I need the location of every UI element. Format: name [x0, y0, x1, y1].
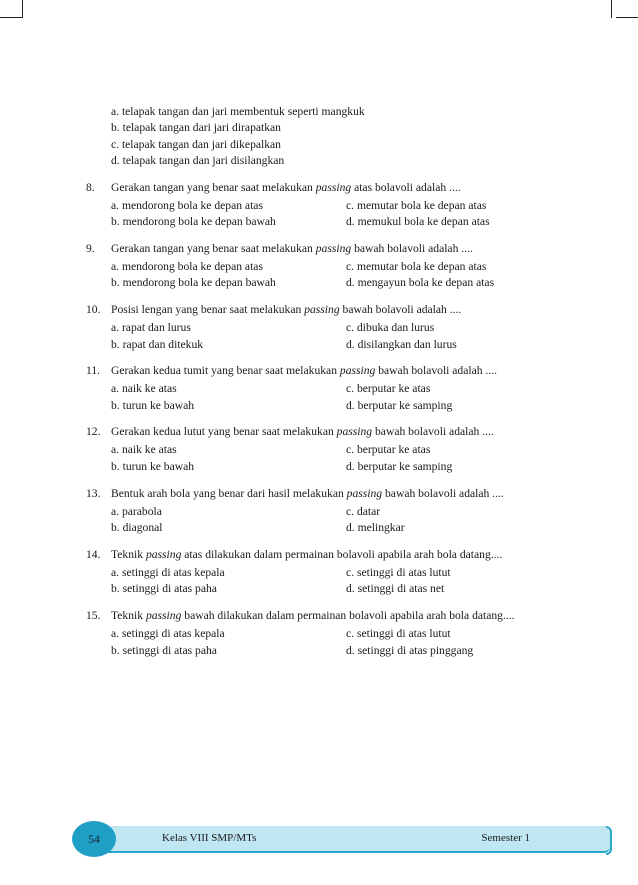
answer-option: b. turun ke bawah [111, 398, 195, 412]
italic-term: passing [336, 425, 373, 439]
question-text: Teknik passing bawah dilakukan dalam permainan bolavoli apabila arah bola datang.... [111, 608, 515, 622]
question-number: 12. [86, 425, 101, 439]
crop-mark-top-right-h [616, 17, 638, 18]
italic-term: passing [145, 547, 182, 561]
italic-term: passing [315, 180, 352, 194]
question-item [86, 546, 532, 598]
answer-option: d. melingkar [346, 521, 405, 535]
answer-option: b. turun ke bawah [111, 459, 195, 473]
question-text: Gerakan kedua lutut yang benar saat melakukan passing bawah bolavoli adalah .... [111, 425, 494, 439]
question-item [86, 301, 532, 353]
answer-option: c. berputar ke atas [346, 443, 431, 457]
answer-option: a. setinggi di atas kepala [111, 626, 225, 640]
footer-bar-end-cap [606, 826, 612, 855]
answer-option: b. setinggi di atas paha [111, 582, 217, 596]
answer-option: c. dibuka dan lurus [346, 321, 435, 334]
italic-term: passing [145, 608, 182, 622]
option-text: b. telapak tangan dari jari dirapatkan [111, 121, 281, 135]
answer-option: a. setinggi di atas kepala [111, 565, 225, 579]
option-text: d. telapak tangan dan jari disilangkan [111, 154, 285, 168]
question-item [86, 607, 532, 659]
answer-option: d. mengayun bola ke depan atas [346, 276, 495, 290]
answer-option: d. setinggi di atas net [346, 582, 445, 596]
answer-option: b. mendorong bola ke depan bawah [111, 276, 276, 290]
answer-option: c. setinggi di atas lutut [346, 565, 451, 579]
answer-option: b. rapat dan ditekuk [111, 337, 204, 351]
question-number: 11. [86, 364, 101, 378]
page-footer [72, 821, 612, 857]
answer-option: a. parabola [111, 504, 162, 518]
answer-options [111, 259, 532, 292]
question-text: Teknik passing atas dilakukan dalam permainan bolavoli apabila arah bola datang.... [111, 547, 503, 561]
answer-options [111, 626, 532, 659]
answer-option: d. berputar ke samping [346, 398, 453, 412]
crop-mark-top-left-h [0, 17, 22, 18]
answer-option: a. rapat dan lurus [111, 321, 191, 334]
footer-class-label: Kelas VIII SMP/MTs [162, 832, 257, 844]
answer-option: b. setinggi di atas paha [111, 643, 217, 657]
italic-term: passing [346, 486, 383, 500]
question-number: 14. [86, 547, 101, 561]
answer-option: c. memutar bola ke depan atas [346, 198, 487, 212]
question-number: 13. [86, 486, 101, 500]
answer-option: d. disilangkan dan lurus [346, 337, 457, 351]
question-number: 15. [86, 608, 101, 622]
question-number: 10. [86, 303, 101, 316]
crop-mark-top-left-v [22, 0, 23, 18]
answer-option: c. berputar ke atas [346, 382, 431, 396]
question-item [86, 362, 532, 414]
question-item [86, 240, 532, 292]
italic-term: passing [304, 303, 340, 316]
italic-term: passing [315, 241, 352, 255]
previous-question-options [111, 104, 532, 170]
question-text: Gerakan tangan yang benar saat melakukan passing atas bolavoli adalah .... [111, 180, 461, 194]
page-number-badge [72, 821, 116, 857]
question-text: Gerakan kedua tumit yang benar saat melakukan passing bawah bolavoli adalah .... [111, 364, 498, 378]
answer-option: a. naik ke atas [111, 382, 177, 396]
answer-option: c. datar [346, 504, 381, 518]
question-number: 9. [86, 241, 95, 255]
footer-semester-label: Semester 1 [481, 832, 530, 844]
answer-options [111, 504, 532, 537]
italic-term: passing [339, 364, 376, 378]
question-item [86, 485, 532, 537]
answer-option: c. setinggi di atas lutut [346, 626, 451, 640]
answer-option: d. memukul bola ke depan atas [346, 215, 490, 229]
answer-option: d. setinggi di atas pinggang [346, 643, 474, 657]
answer-options [111, 442, 532, 475]
question-text: Gerakan tangan yang benar saat melakukan passing bawah bolavoli adalah .... [111, 241, 473, 255]
answer-option: a. mendorong bola ke depan atas [111, 259, 263, 273]
option-text: c. telapak tangan dan jari dikepalkan [111, 137, 281, 151]
question-item [86, 423, 532, 475]
question-number: 8. [86, 180, 95, 194]
page-number: 54 [88, 831, 100, 846]
option-text: a. telapak tangan dan jari membentuk seperti mangkuk [111, 105, 365, 118]
answer-options [111, 198, 532, 231]
question-text: Posisi lengan yang benar saat melakukan passing bawah bolavoli adalah .... [111, 303, 462, 316]
question-text: Bentuk arah bola yang benar dari hasil melakukan passing bawah bolavoli adalah .... [111, 486, 504, 500]
crop-mark-top-right-v [611, 0, 612, 18]
answer-options [111, 381, 532, 414]
question-list [86, 104, 532, 659]
answer-option: b. diagonal [111, 521, 163, 535]
answer-option: a. naik ke atas [111, 443, 177, 457]
answer-option: c. memutar bola ke depan atas [346, 259, 487, 273]
question-item [86, 179, 532, 231]
answer-option: a. mendorong bola ke depan atas [111, 198, 263, 212]
answer-options [111, 565, 532, 598]
answer-option: d. berputar ke samping [346, 459, 453, 473]
answer-options [111, 320, 532, 353]
answer-option: b. mendorong bola ke depan bawah [111, 215, 276, 229]
